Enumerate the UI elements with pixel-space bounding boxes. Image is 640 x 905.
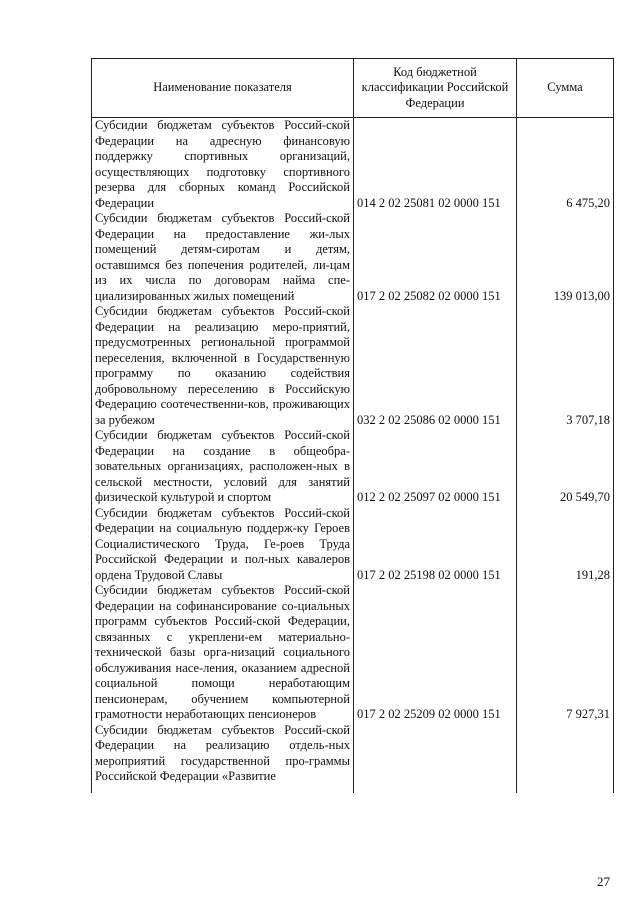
table-row-continued <box>92 723 614 793</box>
row-code: 017 2 02 25082 02 0000 151 <box>354 211 517 304</box>
row-sum <box>517 723 614 793</box>
header-code: Код бюджетной классификации Российской Федерации <box>354 59 517 118</box>
row-code: 014 2 02 25081 02 0000 151 <box>354 118 517 212</box>
table-row <box>92 583 614 723</box>
budget-table <box>91 58 614 793</box>
row-sum: 139 013,00 <box>517 211 614 304</box>
row-sum: 20 549,70 <box>517 428 614 506</box>
table-header-row <box>92 59 614 118</box>
table-row <box>92 118 614 212</box>
row-name: Субсидии бюджетам субъектов Россий-ской Федерации на социальную поддерж-ку Героев Социалистического Труда, Ге-роев Труда Российской Федерации и пол-ных кавалеров ордена Трудовой Славы <box>92 506 354 584</box>
table-row <box>92 506 614 584</box>
row-code: 017 2 02 25198 02 0000 151 <box>354 506 517 584</box>
row-sum: 3 707,18 <box>517 304 614 428</box>
row-name: Субсидии бюджетам субъектов Россий-ской Федерации на реализацию меро-приятий, предусмотренных региональной программой переселения, включенной в Государственную программу по оказанию содействия добровольному переселению в Российскую Федерацию соотечественни-ков, проживающих за рубежом <box>92 304 354 428</box>
row-sum: 6 475,20 <box>517 118 614 212</box>
row-code: 017 2 02 25209 02 0000 151 <box>354 583 517 723</box>
page-number: 27 <box>597 874 610 889</box>
row-name: Субсидии бюджетам субъектов Россий-ской Федерации на создание в общеобра-зовательных организациях, расположен-ных в сельской местности, условий для занятий физической культурой и спортом <box>92 428 354 506</box>
row-sum: 191,28 <box>517 506 614 584</box>
row-name: Субсидии бюджетам субъектов Россий-ской Федерации на адресную финансовую поддержку спортивных организаций, осуществляющих подготовку спортивного резерва для сборных команд Российской Федерации <box>92 118 354 212</box>
row-code <box>354 723 517 793</box>
row-name: Субсидии бюджетам субъектов Россий-ской Федерации на софинансирование со-циальных программ субъектов Россий-ской Федерации, связанных с укреплени-ем материально-технической базы орга-низаций социального обслуживания насе-ления, оказанием адресной социальной помощи неработающим пенсионерам, обучением компьютерной грамотности неработающих пенсионеров <box>92 583 354 723</box>
row-code: 032 2 02 25086 02 0000 151 <box>354 304 517 428</box>
row-name: Субсидии бюджетам субъектов Россий-ской Федерации на предоставление жи-лых помещений детям-сиротам и детям, оставшимся без попечения родителей, ли-цам из их числа по договорам найма спе-циализированных жилых помещений <box>92 211 354 304</box>
table-row <box>92 211 614 304</box>
header-name: Наименование показателя <box>92 59 354 118</box>
table-row <box>92 304 614 428</box>
row-sum: 7 927,31 <box>517 583 614 723</box>
row-name: Субсидии бюджетам субъектов Россий-ской Федерации на реализацию отдель-ных мероприятий государственной про-граммы Российской Федерации «Развитие <box>92 723 354 793</box>
header-sum: Сумма <box>517 59 614 118</box>
row-code: 012 2 02 25097 02 0000 151 <box>354 428 517 506</box>
table-row <box>92 428 614 506</box>
